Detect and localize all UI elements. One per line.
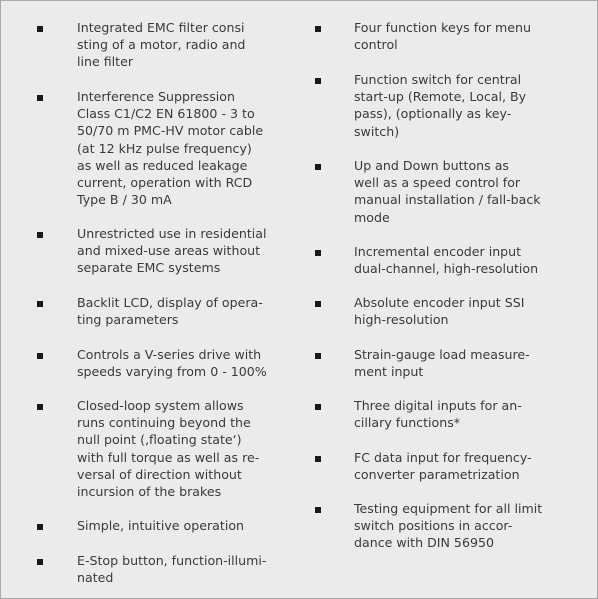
- square-bullet-icon: [315, 26, 321, 32]
- square-bullet-icon: [37, 524, 43, 530]
- square-bullet-icon: [315, 78, 321, 84]
- square-bullet-icon: [37, 559, 43, 565]
- feature-text: Function switch for central start-up (Remote, Local, By pass), (optionally as key- switch): [354, 72, 527, 139]
- feature-text: Controls a V-series drive with speeds varying from 0 - 100%: [77, 347, 267, 380]
- feature-text: Interference Suppression Class C1/C2 EN 61800 - 3 to 50/70 m PMC-HV motor cable (at 12 kHz pulse frequency) as well as reduced leakage current, operation with RCD Type B / 30 mA: [77, 89, 264, 208]
- square-bullet-icon: [37, 301, 43, 307]
- square-bullet-icon: [315, 456, 321, 462]
- square-bullet-icon: [315, 164, 321, 170]
- square-bullet-icon: [315, 353, 321, 359]
- feature-text: Closed-loop system allows runs continuing beyond the null point (‚floating state‘) with full torque as well as re- versal of direction without incursion of the brakes: [77, 398, 260, 500]
- square-bullet-icon: [315, 404, 321, 410]
- feature-text: Testing equipment for all limit switch positions in accor- dance with DIN 56950: [354, 501, 543, 551]
- feature-text: Up and Down buttons as well as a speed control for manual installation / fall-back mode: [354, 158, 541, 225]
- square-bullet-icon: [315, 507, 321, 513]
- feature-text: Simple, intuitive operation: [77, 518, 245, 533]
- feature-text: Four function keys for menu control: [354, 20, 532, 53]
- square-bullet-icon: [37, 26, 43, 32]
- feature-text: FC data input for frequency- converter parametrization: [354, 450, 532, 483]
- feature-text: Unrestricted use in residential and mixed-use areas without separate EMC systems: [77, 226, 267, 276]
- square-bullet-icon: [315, 301, 321, 307]
- feature-text: Incremental encoder input dual-channel, high-resolution: [354, 244, 539, 277]
- feature-text: E-Stop button, function-illumi- nated: [77, 553, 267, 586]
- square-bullet-icon: [37, 404, 43, 410]
- square-bullet-icon: [315, 250, 321, 256]
- feature-text: Strain-gauge load measure- ment input: [354, 347, 530, 380]
- feature-text: Backlit LCD, display of opera- ting parameters: [77, 295, 263, 328]
- feature-text: Absolute encoder input SSI high-resolution: [354, 295, 525, 328]
- feature-text: Three digital inputs for an- cillary functions*: [354, 398, 522, 431]
- square-bullet-icon: [37, 95, 43, 101]
- square-bullet-icon: [37, 353, 43, 359]
- feature-text: Integrated EMC filter consi sting of a motor, radio and line filter: [77, 20, 246, 70]
- square-bullet-icon: [37, 232, 43, 238]
